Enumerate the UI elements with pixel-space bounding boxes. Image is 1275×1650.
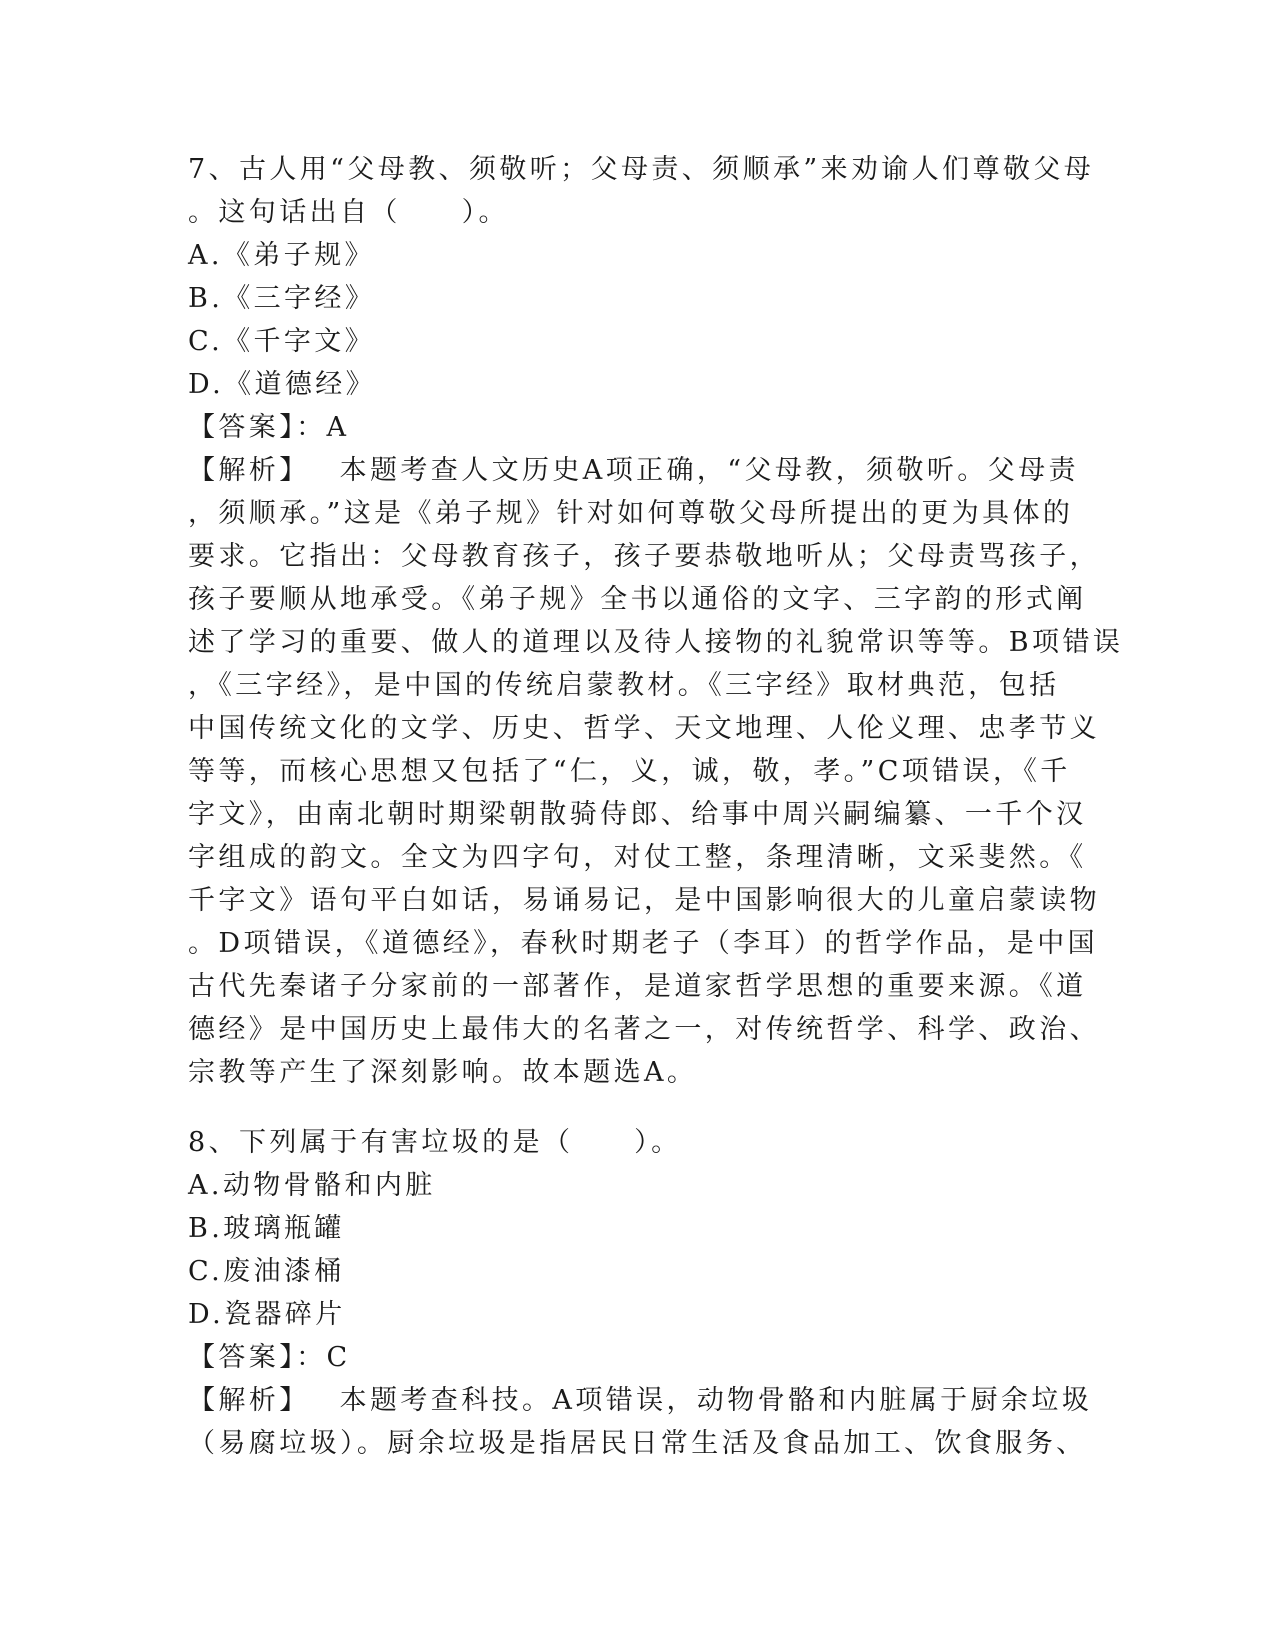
answer-line: 【答案】：A <box>188 412 350 443</box>
analysis-label: 【解析】 <box>188 1385 310 1416</box>
answer-line: 【答案】：C <box>188 1342 351 1373</box>
analysis-line: 要求。它指出：父母教育孩子，孩子要恭敬地听从；父母责骂孩子， <box>188 541 1100 572</box>
analysis-line: 德经》是中国历史上最伟大的名著之一，对传统哲学、科学、政治、 <box>188 1014 1100 1045</box>
analysis-line: 字组成的韵文。全文为四字句，对仗工整，条理清晰，文采斐然。《 <box>188 842 1087 873</box>
option-c: C.废油漆桶 <box>188 1256 345 1287</box>
option-b: B.《三字经》 <box>188 283 376 314</box>
analysis-line: 孩子要顺从地承受。《弟子规》全书以通俗的文字、三字韵的形式阐 <box>188 584 1087 615</box>
question-7 <box>188 148 1124 1094</box>
analysis-text: 本题考查人文历史A项正确，“父母教，须敬听。父母责 <box>339 455 1079 486</box>
analysis-first-line <box>188 1379 1093 1422</box>
analysis-line: 述了学习的重要、做人的道理以及待人接物的礼貌常识等等。B项错误 <box>188 627 1124 658</box>
analysis-line: 千字文》语句平白如话，易诵易记，是中国影响很大的儿童启蒙读物 <box>188 885 1100 916</box>
document-page <box>188 148 1124 1465</box>
analysis-line: 中国传统文化的文学、历史、哲学、天文地理、人伦义理、忠孝节义 <box>188 713 1100 744</box>
analysis-line: （易腐垃圾）。厨余垃圾是指居民日常生活及食品加工、饮食服务、 <box>188 1428 1087 1459</box>
question-spacer <box>188 1094 1088 1121</box>
option-a: A.《弟子规》 <box>188 240 375 271</box>
option-a: A.动物骨骼和内脏 <box>188 1170 436 1201</box>
option-b: B.玻璃瓶罐 <box>188 1213 345 1244</box>
analysis-first-line <box>188 449 1088 492</box>
analysis-line: ，《三字经》，是中国的传统启蒙教材。《三字经》取材典范，包括 <box>188 670 1060 701</box>
question-stem-line: 8、下列属于有害垃圾的是（ ）。 <box>188 1127 682 1158</box>
analysis-line: 。D项错误，《道德经》，春秋时期老子（李耳）的哲学作品，是中国 <box>188 928 1099 959</box>
question-stem-line: 。这句话出自（ ）。 <box>188 197 509 228</box>
analysis-line: 字文》，由南北朝时期梁朝散骑侍郎、给事中周兴嗣编纂、一千个汉 <box>188 799 1087 830</box>
analysis-line: ，须顺承。”这是《弟子规》针对如何尊敬父母所提出的更为具体的 <box>188 498 1074 529</box>
analysis-line: 古代先秦诸子分家前的一部著作，是道家哲学思想的重要来源。《道 <box>188 971 1087 1002</box>
question-stem-line: 7、古人用“父母教、须敬听；父母责、须顺承”来劝谕人们尊敬父母 <box>188 154 1095 185</box>
option-d: D.瓷器碎片 <box>188 1299 346 1330</box>
analysis-text: 本题考查科技。A项错误，动物骨骼和内脏属于厨余垃圾 <box>339 1385 1093 1416</box>
analysis-line: 等等，而核心思想又包括了“仁，义，诚，敬，孝。”C项错误，《千 <box>188 756 1071 787</box>
question-8 <box>188 1121 1093 1465</box>
option-c: C.《千字文》 <box>188 326 376 357</box>
analysis-line: 宗教等产生了深刻影响。故本题选A。 <box>188 1057 698 1088</box>
analysis-label: 【解析】 <box>188 455 310 486</box>
option-d: D.《道德经》 <box>188 369 377 400</box>
